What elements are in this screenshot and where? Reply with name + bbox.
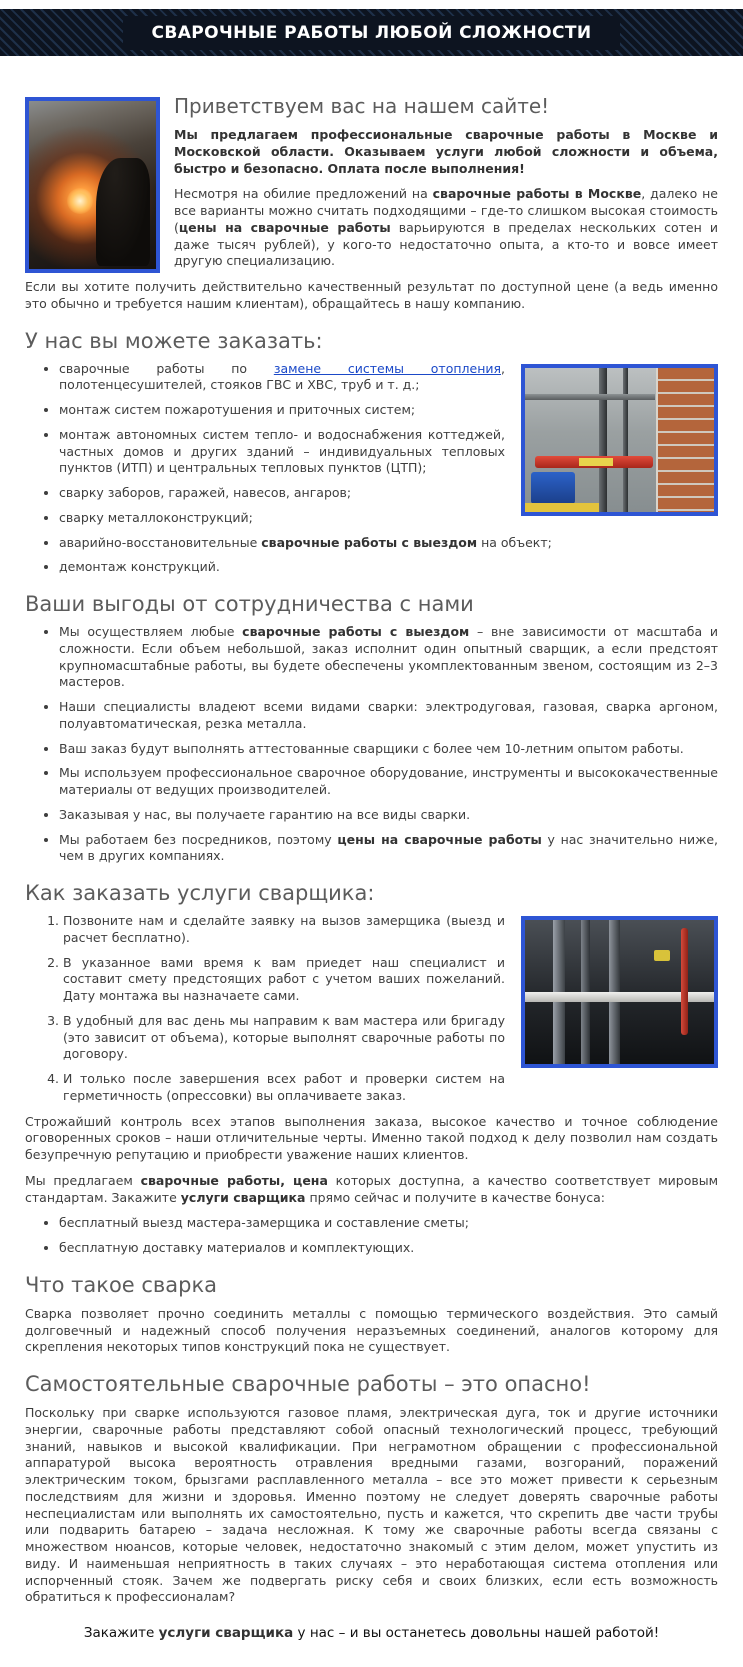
vertical-pipe [623,368,628,512]
blue-tool [531,472,575,504]
list-item: • монтаж автономных систем тепло- и водоснабжения коттеджей, частных домов и других зданий – индивидуальных тепловых пунктов (ИТП) и центральных тепловых пунктов (ЦТП); [59,427,718,477]
brick-wall [656,368,714,512]
about-heading: Что такое сварка [25,1272,218,1297]
intro-paragraph-2: Если вы хотите получить действительно качественный результат по доступной цене (а ведь именно это обычно и требуется нашим клиентам), обращайтесь в нашу компанию. [25,279,718,311]
bonus-paragraph: Мы предлагаем сварочные работы, цена которых доступна, а качество соответствует мировым стандартам. Закажите услуги сварщика прямо сейчас и получите в качестве бонуса: [25,1172,719,1205]
horizontal-pipe [525,394,655,400]
list-item: 1. Позвоните нам и сделайте заявку на вызов замерщика (выезд и расчет бесплатно). [63,913,718,947]
list-item: • сварку заборов, гаражей, навесов, ангаров; [59,485,718,502]
pressure-gauge [654,950,670,961]
list-item: 3. В удобный для вас день мы направим к вам мастера или бригаду (это зависит от объема), которые выполнят сварочные работы по договору. [63,1013,718,1063]
list-item: • сварку металлоконструкций; [59,510,718,527]
intro-paragraph-1: Несмотря на обилие предложений на сварочные работы в Москве, далеко не все варианты можно считать подходящими – где-то слишком высокая стоимость (цены на сварочные работы варьируются в пределах нескольких сотен и даже тысяч рублей), у кого-то недостаточно опыта, а кто-то и вовсе имеет другую специализацию. [174,186,719,269]
wall-pipes-photo-frame [521,364,718,516]
list-item: • Мы работаем без посредников, поэтому цены на сварочные работы у нас значительно ниже, чем в других компаниях. [59,832,718,866]
welding-photo-frame [25,97,160,273]
page-title: СВАРОЧНЫЕ РАБОТЫ ЛЮБОЙ СЛОЖНОСТИ [123,16,619,50]
red-hose [681,928,688,1035]
boiler-pipes-photo [525,920,714,1064]
list-item: • Мы используем профессиональное сварочное оборудование, инструменты и высококачественные материалы от ведущих производителей. [59,765,718,799]
list-item: • демонтаж конструкций. [59,559,718,576]
list-item: • бесплатный выезд мастера-замерщика и составление сметы; [59,1215,718,1232]
intro-section [25,94,718,270]
welding-photo [29,101,156,269]
pipe-label [579,458,613,466]
vertical-pipe [599,368,607,512]
services-block [25,361,718,577]
quality-paragraph: Строжайший контроль всех этапов выполнения заказа, высокое качество и точное соблюдение оговоренных сроков – наши отличительные черты. Именно такой подход к делу позволил нам создать безупречную репутацию и приобрести уважение наших клиентов. [25,1113,718,1162]
bonus-list [25,1215,718,1257]
services-heading: У нас вы можете заказать: [25,328,323,353]
list-item: • Мы осуществляем любые сварочные работы с выездом – вне зависимости от масштаба и сложности. Если объем небольшой, заказ исполнит один опытный сварщик, а если предстоят крупномасштабные работы, вы будете обеспечены укомплектованным звеном, состоящим из 2–3 мастеров. [59,624,718,691]
list-item: • Заказывая у нас, вы получаете гарантию на все виды сварки. [59,807,718,824]
list-item: • бесплатную доставку материалов и комплектующих. [59,1240,718,1257]
list-item: 4. И только после завершения всех работ и проверки систем на герметичность (опрессовки) вы оплачиваете заказ. [63,1071,718,1105]
intro-heading: Приветствуем вас на нашем сайте! [174,94,550,118]
list-item: • Ваш заказ будут выполнять аттестованные сварщики с более чем 10-летним опытом работы. [59,741,718,758]
benefits-list [25,624,718,865]
about-paragraph: Сварка позволяет прочно соединить металлы с помощью термического воздействия. Это самый долговечный и надежный способ получения неразъемных соединений, аналогов которому для скрепления некоторых типов конструкций пока не существует. [25,1305,718,1355]
red-pipe [535,456,653,468]
list-item: • Наши специалисты владеют всеми видами сварки: электродуговая, газовая, сварка аргоном, полуавтоматическая, резка металла. [59,699,718,733]
danger-paragraph: Поскольку при сварке используются газовое пламя, электрическая дуга, ток и другие источники энергии, сварочные работы представляют собой опасный технологический процесс, требующий знаний, навыков и высокой квалификации. При неграмотном обращении с профессиональной аппаратурой высока вероятность отравления вредными газами, возгораний, поражений электрическим током, брызгами расплавленного металла – все это может привести к серьезным последствиям для жизни и здоровья. Именно поэтому не следует доверять сварочные работы неспециалистам или выполнять их самостоятельно, пусть и кажется, что скрепить две части трубы или подварить батарею – задача несложная. К тому же сварочные работы всегда связаны с множеством нюансов, которые человек, недостаточно знакомый с этим делом, может упустить из виду. И наименьшая неприятность в таких случаях – это неработающая система отопления или испорченный стояк. Зачем же подвергать риску себя и своих близких, если есть возможность обратиться к профессионалам? [25,1405,718,1605]
benefits-heading: Ваши выгоды от сотрудничества с нами [25,592,474,616]
boiler-pipes-photo-frame [521,916,718,1068]
page [0,9,743,1667]
danger-heading: Самостоятельные сварочные работы – это опасно! [25,1372,591,1396]
list-item: • монтаж систем пожаротушения и приточных систем; [59,402,718,419]
order-block [25,913,718,1105]
welder-silhouette [96,158,150,266]
welding-sparks [67,188,93,214]
order-heading: Как заказать услуги сварщика: [25,881,375,905]
header-banner [0,9,743,56]
intro-lead-paragraph: Мы предлагаем профессиональные сварочные работы в Москве и Московской области. Оказываем услуги любой сложности и объема, быстро и безопасно. Оплата после выполнения! [174,127,718,176]
inline-link[interactable]: замене системы отопления [273,360,502,376]
list-item: 2. В указанное вами время к вам приедет наш специалист и составит смету предстоящих работ с учетом ваших пожеланий. Дату монтажа вы назначаете сами. [63,955,718,1005]
main-content [0,94,743,1667]
wall-pipes-photo [525,368,714,512]
list-item: • сварочные работы по замене системы отопления, полотенцесушителей, стояков ГВС и ХВС, труб и т. д.; [59,361,718,395]
footer-call-to-action: Закажите услуги сварщика у нас – и вы останетесь довольны нашей работой! [83,1625,660,1641]
yellow-level [525,503,599,512]
list-item: • аварийно-восстановительные сварочные работы с выездом на объект; [59,535,718,552]
